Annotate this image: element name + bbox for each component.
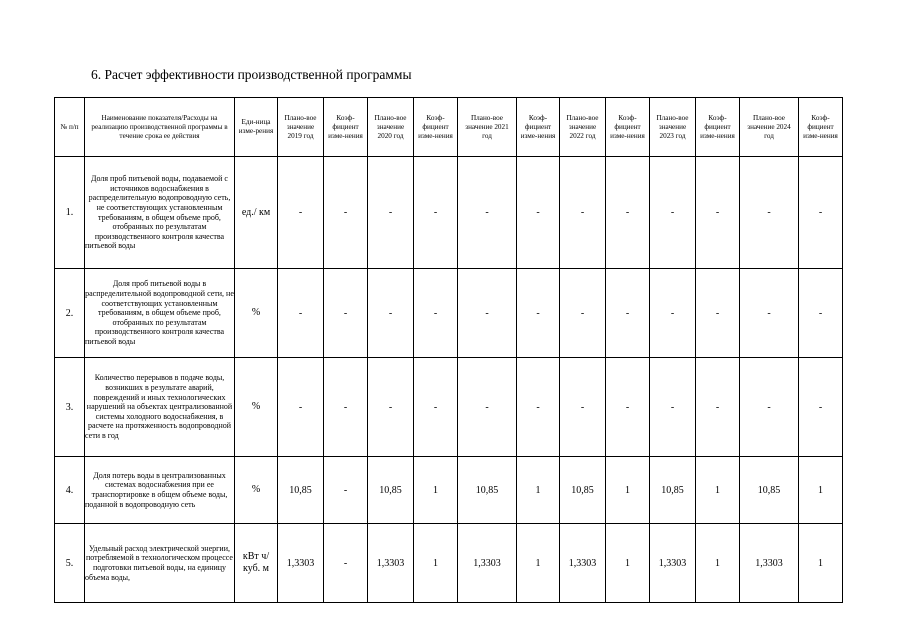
header-cell: Коэф-фициент изме-нения (606, 98, 650, 157)
row-number: 4. (55, 457, 85, 524)
value-cell: 1,3303 (278, 524, 324, 603)
value-cell: 1 (606, 457, 650, 524)
value-cell: 10,85 (368, 457, 414, 524)
header-cell: Коэф-фициент изме-нения (799, 98, 843, 157)
value-cell: - (560, 157, 606, 269)
value-cell: - (368, 269, 414, 358)
header-cell: Коэф-фициент изме-нения (414, 98, 458, 157)
table-row (55, 358, 843, 457)
value-cell: 1,3303 (650, 524, 696, 603)
value-cell: 1 (517, 524, 560, 603)
unit-cell: % (235, 457, 278, 524)
section-heading: 6. Расчет эффективности производственной программы (91, 67, 412, 82)
value-cell: 1 (696, 457, 740, 524)
value-cell: - (458, 358, 517, 457)
header-cell: Плано-вое значение 2023 год (650, 98, 696, 157)
header-row (55, 98, 843, 157)
header-cell: Плано-вое значение 2021 год (458, 98, 517, 157)
value-cell: - (458, 269, 517, 358)
value-cell: - (368, 157, 414, 269)
value-cell: - (799, 269, 843, 358)
header-cell: Коэф-фициент изме-нения (517, 98, 560, 157)
value-cell: - (324, 358, 368, 457)
value-cell: 1 (606, 524, 650, 603)
value-cell: 1,3303 (368, 524, 414, 603)
value-cell: 1,3303 (740, 524, 799, 603)
value-cell: 1,3303 (458, 524, 517, 603)
value-cell: 10,85 (278, 457, 324, 524)
value-cell: - (517, 358, 560, 457)
efficiency-table (54, 97, 843, 603)
value-cell: 1,3303 (560, 524, 606, 603)
header-cell: Плано-вое значение 2022 год (560, 98, 606, 157)
value-cell: 1 (517, 457, 560, 524)
value-cell: - (740, 157, 799, 269)
value-cell: - (278, 157, 324, 269)
indicator-name: Доля проб питьевой воды в распределительной водопроводной сети, не соответствующих установленным требованиям, в общем объеме проб, отобранных по результатам производственного контроля качества питьевой воды (85, 269, 235, 358)
indicator-name: Доля потерь воды в централизованных системах водоснабжения при ее транспортировке в общем объеме воды, поданной в водопроводную сеть (85, 457, 235, 524)
value-cell: 1 (414, 524, 458, 603)
header-cell: Коэф-фициент изме-нения (324, 98, 368, 157)
value-cell: - (414, 269, 458, 358)
indicator-name: Удельный расход электрической энергии, потребляемой в технологическом процессе подготовки питьевой воды, на единицу объема воды, (85, 524, 235, 603)
row-number: 5. (55, 524, 85, 603)
indicator-name: Доля проб питьевой воды, подаваемой с источников водоснабжения в распределительную водопроводную сеть, не соответствующих установленным требованиям, в общем объеме проб, отобранных по результатам производственного контроля качества питьевой воды (85, 157, 235, 269)
value-cell: - (740, 358, 799, 457)
value-cell: 1 (696, 524, 740, 603)
table-row (55, 269, 843, 358)
value-cell: 10,85 (560, 457, 606, 524)
value-cell: - (278, 358, 324, 457)
value-cell: 1 (414, 457, 458, 524)
value-cell: 1 (799, 524, 843, 603)
header-cell: Плано-вое значение 2020 год (368, 98, 414, 157)
value-cell: - (278, 269, 324, 358)
table-row (55, 524, 843, 603)
header-cell: Плано-вое значение 2019 год (278, 98, 324, 157)
table-row (55, 157, 843, 269)
value-cell: - (606, 269, 650, 358)
unit-cell: ед./ км (235, 157, 278, 269)
value-cell: - (517, 157, 560, 269)
value-cell: - (414, 157, 458, 269)
value-cell: - (517, 269, 560, 358)
value-cell: 10,85 (458, 457, 517, 524)
value-cell: - (560, 269, 606, 358)
header-cell: Плано-вое значение 2024 год (740, 98, 799, 157)
header-cell: № п/п (55, 98, 85, 157)
table-row (55, 457, 843, 524)
value-cell: - (368, 358, 414, 457)
value-cell: - (650, 269, 696, 358)
value-cell: - (650, 358, 696, 457)
value-cell: - (799, 157, 843, 269)
value-cell: - (324, 269, 368, 358)
value-cell: - (606, 358, 650, 457)
value-cell: - (696, 358, 740, 457)
value-cell: 10,85 (650, 457, 696, 524)
unit-cell: кВт ч/куб. м (235, 524, 278, 603)
value-cell: - (324, 157, 368, 269)
value-cell: - (799, 358, 843, 457)
unit-cell: % (235, 358, 278, 457)
value-cell: 10,85 (740, 457, 799, 524)
row-number: 1. (55, 157, 85, 269)
value-cell: - (740, 269, 799, 358)
value-cell: - (324, 524, 368, 603)
value-cell: - (606, 157, 650, 269)
value-cell: - (560, 358, 606, 457)
indicator-name: Количество перерывов в подаче воды, возникших в результате аварий, повреждений и иных технологических нарушений на объектах централизованной системы холодного водоснабжения, в расчете на протяженность водопроводной сети в год (85, 358, 235, 457)
header-cell: Еди-ница изме-рения (235, 98, 278, 157)
value-cell: - (696, 269, 740, 358)
header-cell: Коэф-фициент изме-нения (696, 98, 740, 157)
value-cell: - (696, 157, 740, 269)
value-cell: - (458, 157, 517, 269)
header-cell: Наименование показателя/Расходы на реализацию производственной программы в течение срока ее действия (85, 98, 235, 157)
value-cell: 1 (799, 457, 843, 524)
value-cell: - (414, 358, 458, 457)
row-number: 2. (55, 269, 85, 358)
row-number: 3. (55, 358, 85, 457)
value-cell: - (650, 157, 696, 269)
unit-cell: % (235, 269, 278, 358)
value-cell: - (324, 457, 368, 524)
